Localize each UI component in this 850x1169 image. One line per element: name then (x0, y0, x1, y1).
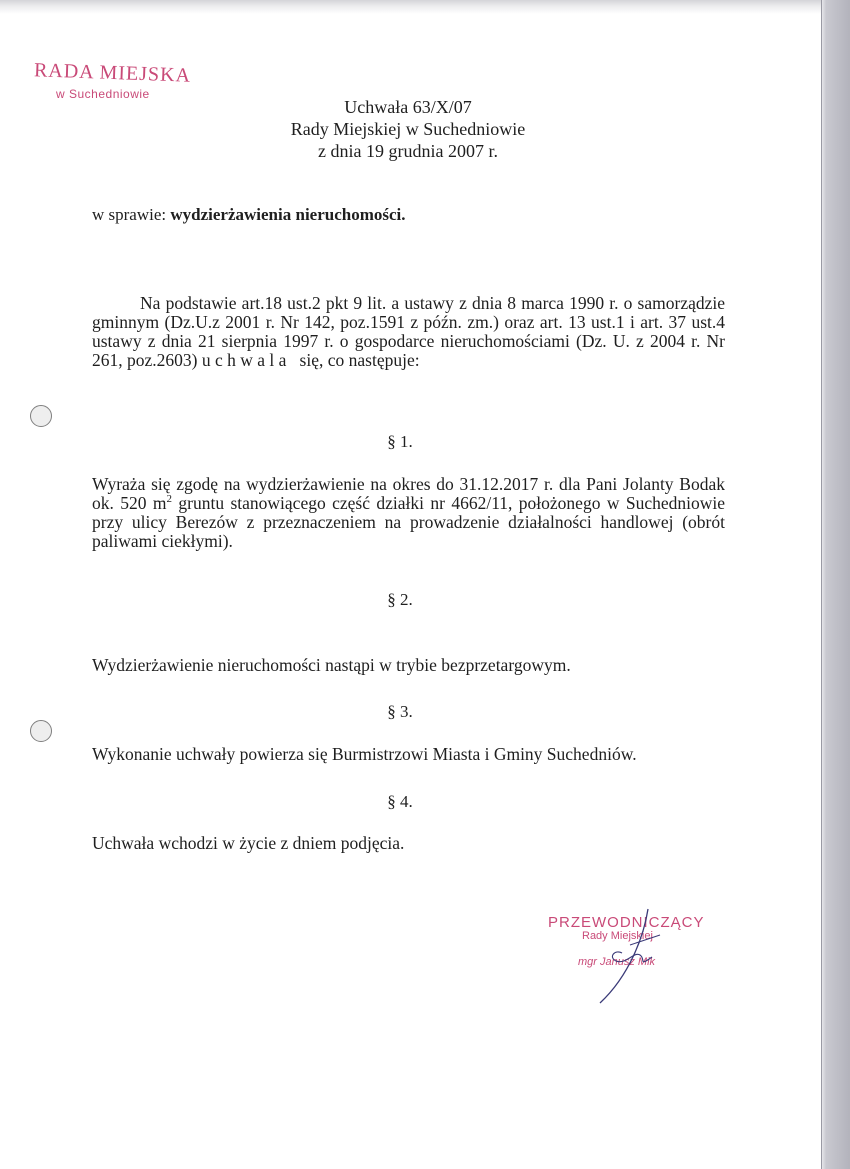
subject-line (92, 205, 406, 225)
section-1-text-part-2: gruntu stanowiącego część działki nr 4662/11, położonego w Suchedniowie przy ulicy Berezów z przeznaczeniem na prowadzenie działalności handlowej (obrót paliwami ciekłymi). (92, 493, 725, 551)
resolution-date: z dnia 19 grudnia 2007 r. (318, 141, 498, 161)
area-superscript: 2 (166, 493, 173, 506)
section-1-text-part-1: Wyraża się zgodę na wydzierżawienie na okres do 31.12.2017 r. dla Pani Jolanty Bodak ok. 520 m (92, 474, 725, 513)
section-2-text: Wydzierżawienie nieruchomości nastąpi w trybie bezprzetargowym. (92, 655, 571, 675)
section-4-text: Uchwała wchodzi w życie z dniem podjęcia. (92, 833, 405, 853)
punch-hole-bottom (30, 720, 52, 742)
section-1-text (92, 475, 725, 551)
punch-hole-top (30, 405, 52, 427)
section-2-heading: § 2. (387, 590, 413, 609)
section-4-heading: § 4. (387, 792, 413, 811)
signature-subtitle: Rady Miejskiej (582, 930, 653, 942)
subject-prefix: w sprawie: (92, 205, 167, 224)
stamp-line-2: w Suchedniowie (56, 87, 150, 101)
preamble-paragraph (92, 294, 725, 370)
resolution-number: Uchwała 63/X/07 (344, 97, 472, 117)
section-3-heading: § 3. (387, 702, 413, 721)
section-3-text: Wykonanie uchwały powierza się Burmistrzowi Miasta i Gminy Suchedniów. (92, 744, 637, 764)
preamble-ending: się, co następuje: (299, 350, 420, 370)
signature-title: PRZEWODNICZĄCY (548, 914, 705, 931)
preamble-resolves: u c h w a l a (201, 350, 287, 370)
document-header (200, 96, 616, 162)
subject-title: wydzierżawienia nieruchomości. (170, 205, 406, 224)
handwritten-signature-icon (560, 905, 690, 1015)
stamp-line-1: RADA MIEJSKA (33, 59, 192, 87)
council-stamp (33, 59, 192, 101)
preamble-text: Na podstawie art.18 ust.2 pkt 9 lit. a ustawy z dnia 8 marca 1990 r. o samorządzie gminnym (Dz.U.z 2001 r. Nr 142, poz.1591 z późn. zm.) oraz art. 13 ust.1 i art. 37 ust.4 ustawy z dnia 21 sierpnia 1997 r. o gospodarce nieruchomościami (Dz. U. z 2004 r. Nr 261, poz.2603) (92, 293, 725, 370)
issuing-body: Rady Miejskiej w Suchedniowie (290, 119, 526, 139)
scan-top-shadow (0, 0, 822, 14)
scan-page-edge (822, 0, 850, 1169)
section-1-heading: § 1. (387, 432, 413, 451)
signature-name: mgr Janusz Mik (578, 956, 656, 968)
